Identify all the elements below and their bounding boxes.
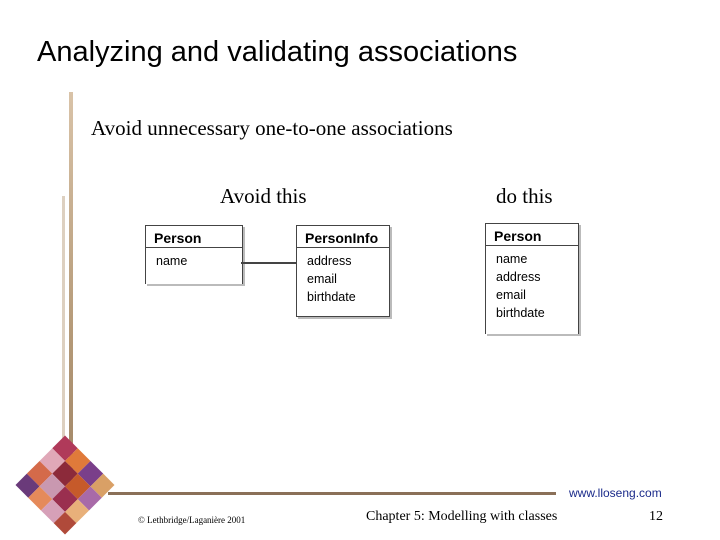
attribute: email <box>307 272 337 286</box>
attribute: name <box>496 252 528 266</box>
association-line <box>241 262 296 264</box>
attribute: email <box>496 288 526 302</box>
class-attributes <box>297 248 389 310</box>
avoid-label: Avoid this <box>220 184 307 208</box>
attribute: address <box>496 270 541 284</box>
slide-subtitle: Avoid unnecessary one-to-one associations <box>91 116 453 140</box>
class-name: Person <box>146 226 242 248</box>
attribute: address <box>307 254 352 268</box>
uml-class-person-do <box>485 223 579 334</box>
class-attributes <box>486 246 578 326</box>
class-name: Person <box>486 224 578 246</box>
footer-chapter: Chapter 5: Modelling with classes <box>366 509 558 524</box>
class-name: PersonInfo <box>297 226 389 248</box>
uml-class-personinfo <box>296 225 390 317</box>
website-url: www.lloseng.com <box>569 486 662 500</box>
quilt-logo-icon <box>10 430 120 540</box>
slide-title: Analyzing and validating associations <box>37 36 518 68</box>
attribute: birthdate <box>496 306 545 320</box>
footer-copyright: © Lethbridge/Laganière 2001 <box>138 515 246 525</box>
class-attributes <box>146 248 242 274</box>
attribute: name <box>156 254 188 268</box>
decorative-vertical-rule-light <box>62 196 65 456</box>
footer-rule <box>108 492 556 495</box>
attribute: birthdate <box>307 290 356 304</box>
do-label: do this <box>496 184 553 208</box>
uml-class-person-avoid <box>145 225 243 284</box>
page-number: 12 <box>649 509 663 524</box>
